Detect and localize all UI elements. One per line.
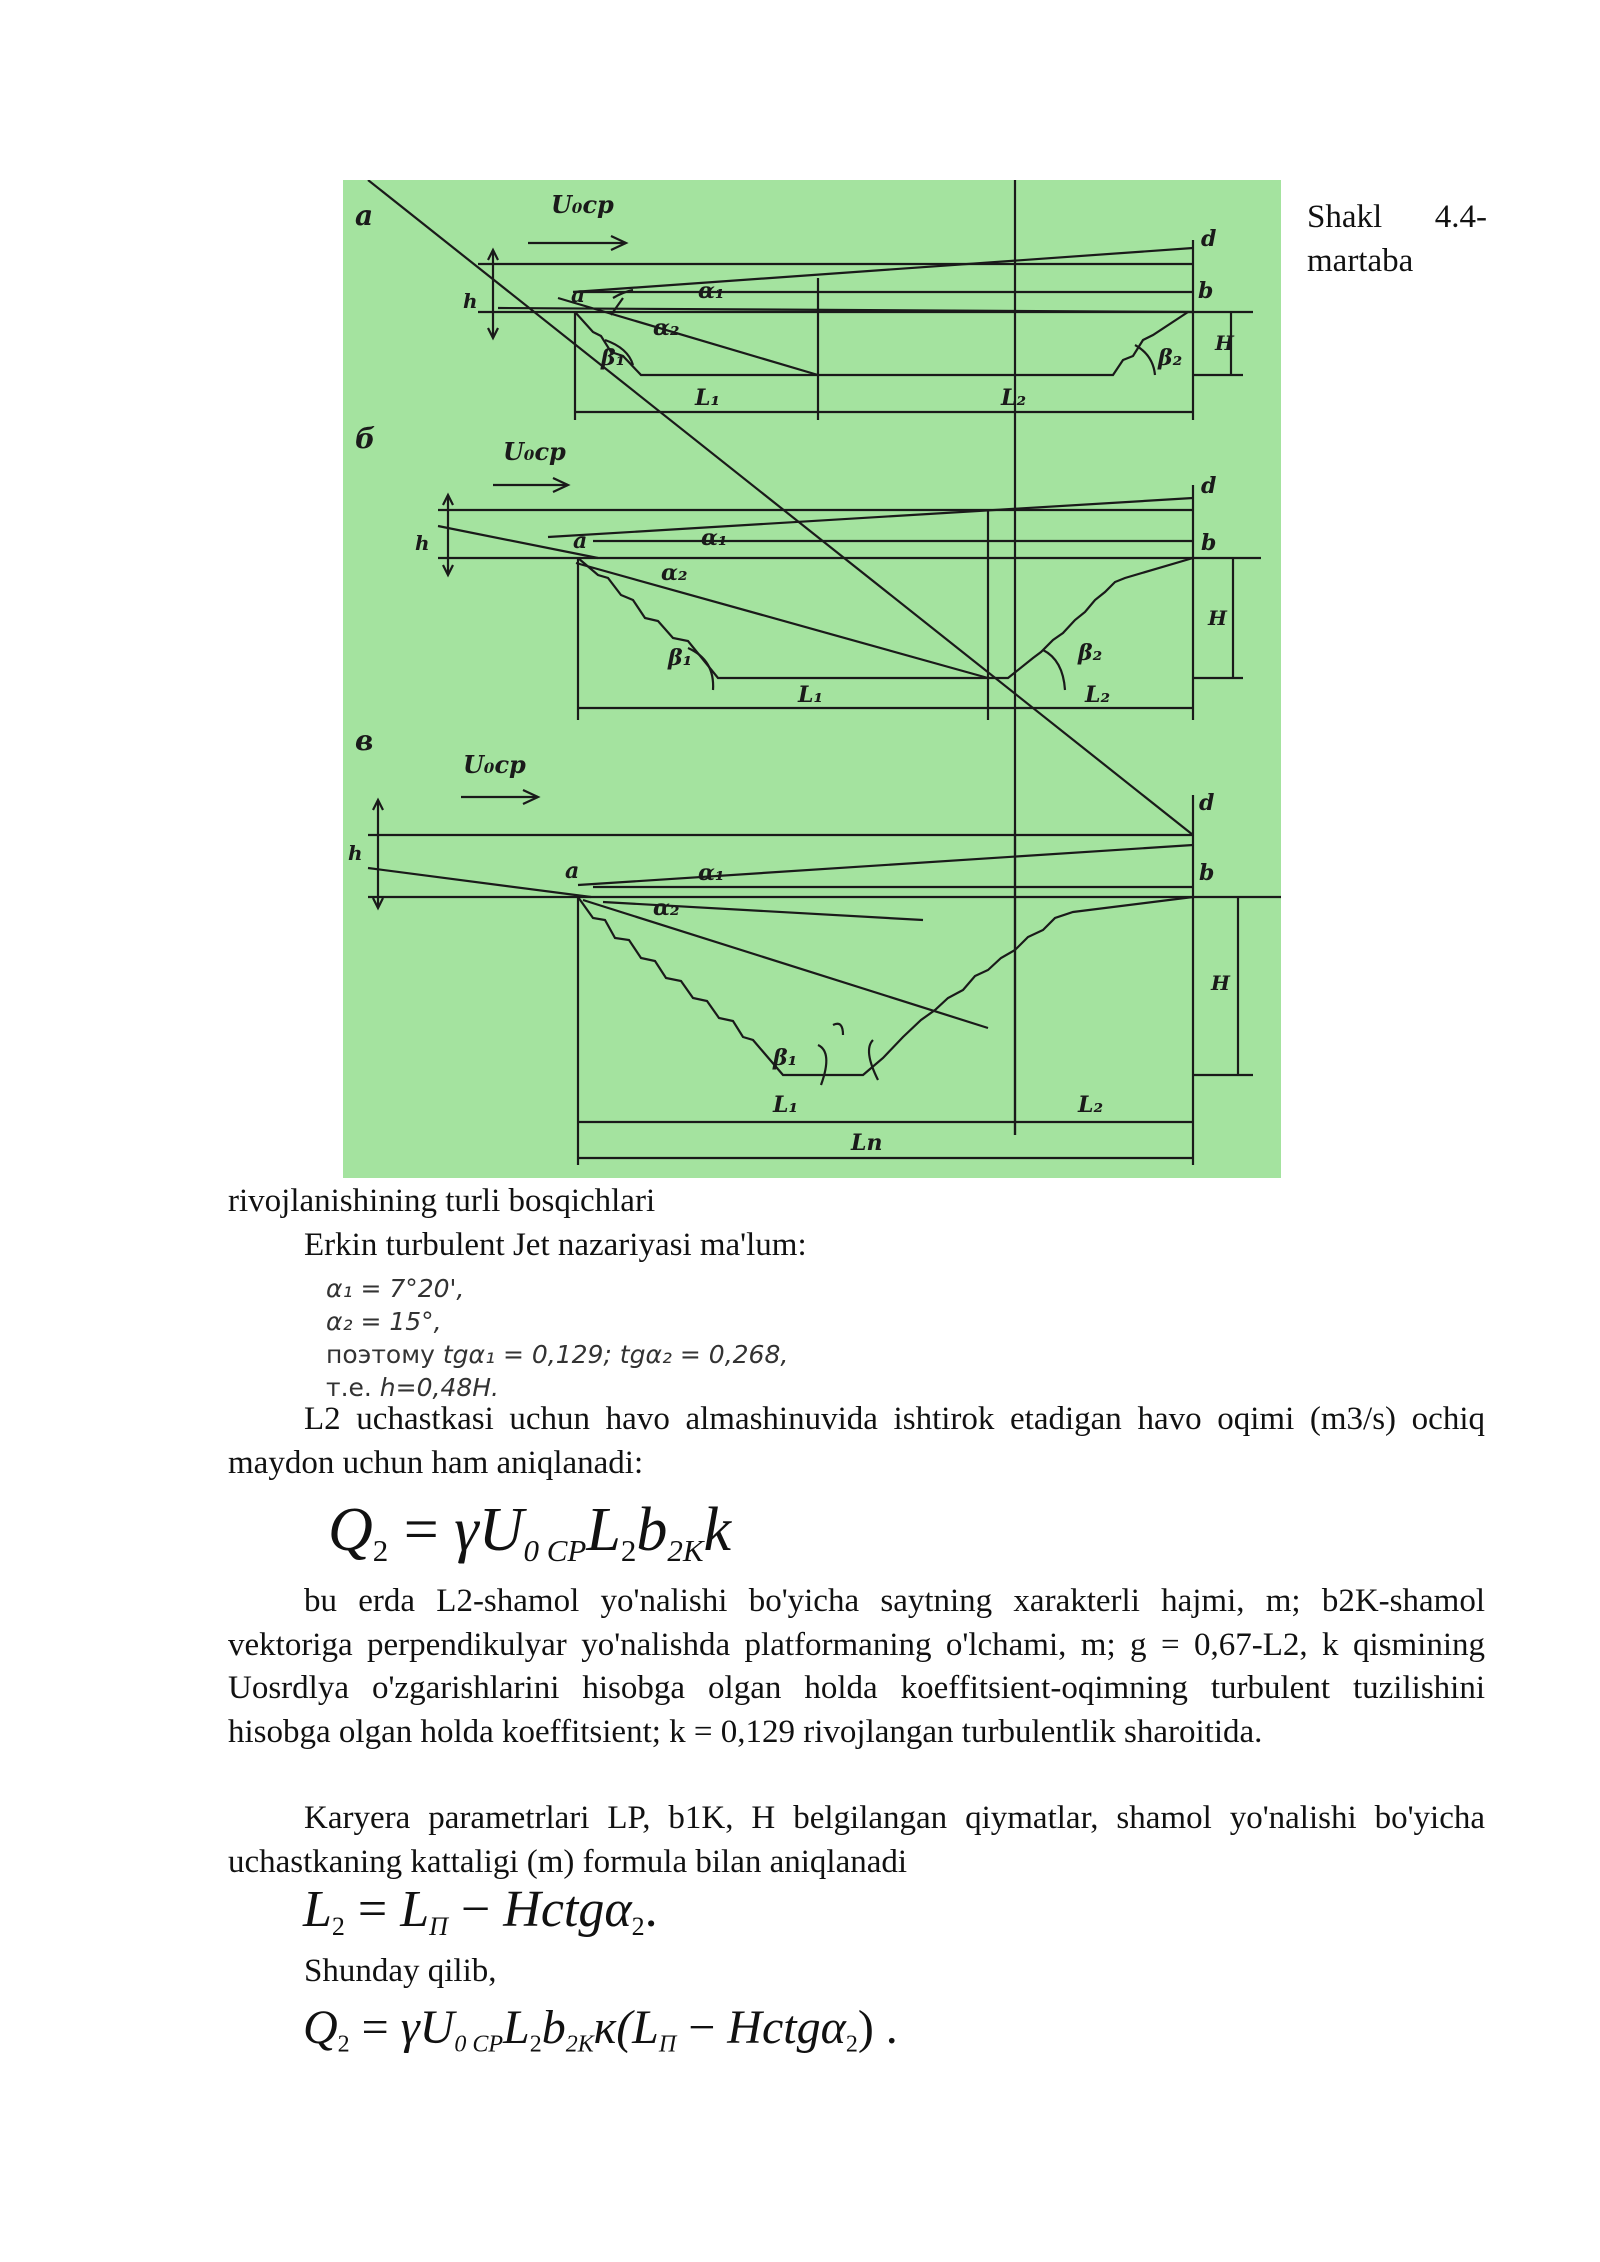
label-L1: L₁ (798, 682, 824, 708)
f3-q: Q (303, 2001, 338, 2054)
f2-hctg: Hctg (503, 1881, 605, 1938)
panel-letter-c: в (355, 724, 374, 757)
f3-close: ) . (857, 2001, 898, 2054)
caption-continuation: rivojlanishining turli bosqichlari (228, 1183, 656, 1219)
figure-svg (343, 180, 1281, 1178)
label-L2: L₂ (1078, 1092, 1104, 1118)
f2-eq: = (357, 1881, 388, 1938)
f1-k: k (703, 1496, 732, 1564)
f3-eq: = (361, 2001, 389, 2054)
label-a-point: a (565, 858, 580, 884)
f2-lp: L (400, 1881, 430, 1938)
formula-q2-full (303, 2000, 898, 2058)
f2-lp-sub: П (429, 1912, 448, 1942)
f1-u-sub: 0 CP (523, 1532, 587, 1568)
panel-letter-a: a (355, 199, 374, 232)
f1-b-sub: 2K (667, 1532, 704, 1568)
given-prefix-ie: т.е. (326, 1373, 372, 1402)
label-H: H (1211, 971, 1230, 995)
f3-u-sub: 0 CP (454, 2031, 504, 2058)
f1-l-sub: 2 (620, 1532, 637, 1568)
label-beta1: β₁ (773, 1045, 798, 1071)
f2-alpha: α (604, 1881, 632, 1938)
paragraph-3-block (228, 1797, 1485, 1884)
f3-l: L (503, 2001, 530, 2054)
label-alpha2: α₂ (661, 560, 688, 586)
label-H: H (1215, 331, 1234, 355)
label-b-point: b (1199, 860, 1215, 886)
paragraph-2: bu erda L2-shamol yo'nalishi bo'yicha saytning xarakterli hajmi, m; b2K-shamol vektoriga perpendikulyar yo'nalishda platformaning o'lchami, m; g = 0,67-L2, k qismining Uosrdlya o'zgarishlarini hisobga olgan holda koeffitsient-oqimning turbulent tuzilishini hisobga olgan holda koeffitsient; k = 0,129 rivojlangan turbulentlik sharoitida. (228, 1583, 1485, 1750)
label-beta1: β₁ (668, 645, 693, 671)
f2-l: L (303, 1881, 332, 1938)
label-beta2: β₂ (1158, 345, 1183, 371)
speed-label-c: U₀cp (463, 750, 526, 779)
label-alpha1: α₁ (698, 278, 725, 304)
formula-l2 (303, 1880, 658, 1942)
paragraph-1: L2 uchastkasi uchun havo almashinuvida ishtirok etadigan havo oqimi (m3/s) ochiq maydon uchun ham aniqlanadi: (228, 1401, 1485, 1481)
f3-q-sub: 2 (337, 2031, 350, 2058)
given-h-value: h=0,48H. (379, 1373, 499, 1402)
label-b-point: b (1201, 530, 1217, 556)
speed-label-a: U₀cp (551, 190, 614, 219)
f3-minus: − (688, 2001, 716, 2054)
f3-hctg: Hctg (727, 2001, 821, 2054)
label-L2: L₂ (1001, 385, 1027, 411)
given-tangent-values: tgα₁ = 0,129; tgα₂ = 0,268, (442, 1340, 789, 1369)
f3-b-sub: 2K (565, 2031, 594, 2058)
paragraph-1-block (228, 1398, 1485, 1485)
label-alpha2: α₂ (653, 895, 680, 921)
paragraph-2-block (228, 1580, 1485, 1754)
f3-l-sub: 2 (529, 2031, 542, 2058)
label-Lp: Lп (851, 1130, 883, 1156)
given-tangents (326, 1338, 788, 1371)
f1-gamma: γ (454, 1496, 479, 1564)
label-h: h (415, 531, 430, 555)
label-a-point: a (571, 282, 586, 308)
label-L2: L₂ (1085, 682, 1111, 708)
paragraph-3: Karyera parametrlari LP, b1K, H belgilangan qiymatlar, shamol yo'nalishi bo'yicha uchastkaning kattaligi (m) formula bilan aniqlanadi (228, 1800, 1485, 1880)
given-alpha2: α₂ = 15°, (326, 1307, 442, 1336)
figure-caption-side: Shakl 4.4-martaba (1307, 199, 1487, 279)
label-alpha1: α₁ (701, 525, 728, 551)
label-d-point: d (1201, 226, 1217, 252)
f1-q-sub: 2 (372, 1532, 389, 1568)
label-b-point: b (1198, 278, 1214, 304)
caption-block (228, 1180, 1485, 1267)
formula-q2 (328, 1495, 731, 1569)
f1-q: Q (328, 1496, 373, 1564)
f1-u: U (478, 1496, 524, 1564)
f1-eq: = (403, 1496, 439, 1564)
f2-minus: − (460, 1881, 491, 1938)
label-d-point: d (1199, 790, 1215, 816)
speed-label-b: U₀cp (503, 437, 566, 466)
f2-alpha-sub: 2 (631, 1912, 645, 1942)
f2-l-sub: 2 (331, 1912, 345, 1942)
f3-k: к(L (593, 2001, 659, 2054)
label-a-point: a (573, 528, 588, 554)
given-alpha1: α₁ = 7°20', (326, 1274, 465, 1303)
given-prefix-therefore: поэтому (326, 1340, 435, 1369)
f3-u: U (419, 2001, 455, 2054)
intro-line: Erkin turbulent Jet nazariyasi ma'lum: (304, 1226, 807, 1263)
label-L1: L₁ (773, 1092, 799, 1118)
label-h: h (348, 841, 363, 865)
f1-l: L (586, 1496, 621, 1564)
label-beta1: β₁ (601, 345, 626, 371)
f3-gamma: γ (400, 2001, 420, 2054)
f2-dot: . (644, 1881, 658, 1938)
shunday-block (228, 1950, 1485, 1994)
label-L1: L₁ (695, 385, 721, 411)
label-H: H (1208, 606, 1227, 630)
label-alpha2: α₂ (653, 315, 680, 341)
f3-alpha: α (820, 2001, 846, 2054)
shunday-line: Shunday qilib, (304, 1953, 497, 1989)
f1-b: b (636, 1496, 668, 1564)
f3-lp-sub: П (658, 2031, 677, 2058)
label-alpha1: α₁ (698, 860, 725, 886)
panel-letter-b: б (355, 422, 376, 455)
f3-b: b (541, 2001, 566, 2054)
pit-ventilation-figure (343, 180, 1281, 1178)
label-d-point: d (1201, 473, 1217, 499)
label-h: h (463, 289, 478, 313)
f3-alpha-sub: 2 (845, 2031, 858, 2058)
givens-block (326, 1272, 788, 1404)
label-beta2: β₂ (1078, 640, 1103, 666)
